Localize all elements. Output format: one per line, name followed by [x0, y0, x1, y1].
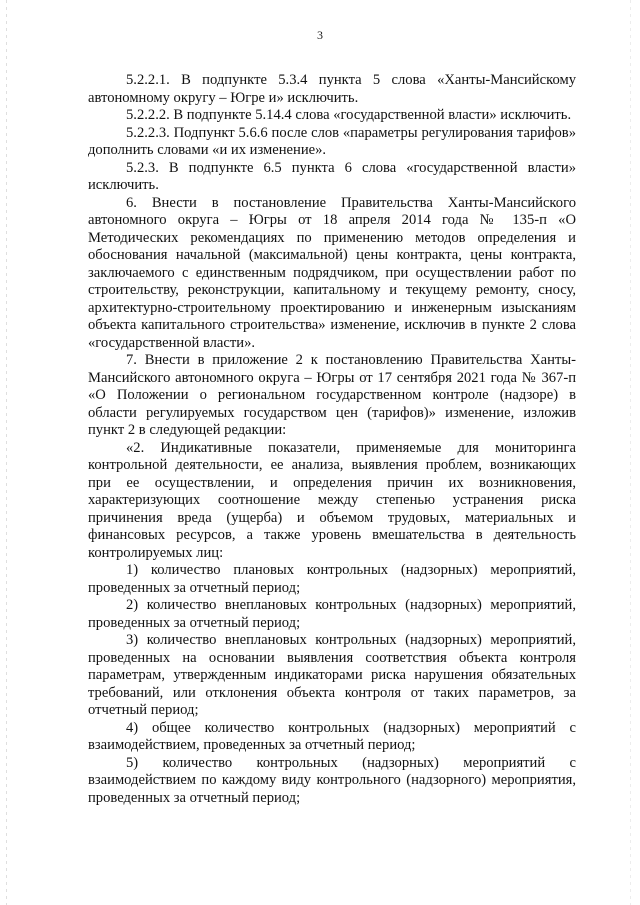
scan-edge-right: [630, 0, 631, 905]
paragraph-5-2-2-3: 5.2.2.3. Подпункт 5.6.6 после слов «параметры регулирования тарифов» дополнить словами «и их изменение».: [88, 124, 576, 158]
list-item-2: 2) количество внеплановых контрольных (надзорных) мероприятий, проведенных за отчетный период;: [88, 597, 576, 631]
paragraph-5-2-2-1: 5.2.2.1. В подпункте 5.3.4 пункта 5 слова «Ханты-Мансийскому автономному округу – Югре и» исключить.: [88, 72, 576, 106]
document-body: [88, 72, 576, 807]
list-item-1: 1) количество плановых контрольных (надзорных) мероприятий, проведенных за отчетный период;: [88, 562, 576, 596]
page-number: 3: [317, 28, 323, 42]
list-item-5: 5) количество контрольных (надзорных) мероприятий с взаимодействием по каждому виду контрольного (надзорного) мероприятия, проведенных за отчетный период;: [88, 754, 576, 806]
paragraph-6: 6. Внести в постановление Правительства Ханты-Мансийского автономного округа – Югры от 18 апреля 2014 года № 135-п «О Методических рекомендациях по применению методов определения и обоснования начальной (максимальной) цены контракта, цены контракта, заключаемого с единственным подрядчиком, при осуществлении работ по строительству, реконструкции, капитальному и текущему ремонту, сносу, архитектурно-строительному проектированию и инженерным изысканиям объекта капитального строительства» изменение, исключив в пункте 2 слова «государственной власти».: [88, 194, 576, 351]
list-item-4: 4) общее количество контрольных (надзорных) мероприятий с взаимодействием, проведенных за отчетный период;: [88, 719, 576, 753]
paragraph-quoted-2: «2. Индикативные показатели, применяемые для мониторинга контрольной деятельности, ее анализа, выявления проблем, возникающих при ее осуществлении, и определения причин их возникновения, характеризующих соотношение между степенью устранения риска причинения вреда (ущерба) и объемом трудовых, материальных и финансовых ресурсов, а также уровень вмешательства в деятельность контролируемых лиц:: [88, 439, 576, 561]
paragraph-7: 7. Внести в приложение 2 к постановлению Правительства Ханты-Мансийского автономного округа – Югры от 17 сентября 2021 года № 367-п «О Положении о региональном государственном контроле (надзоре) в области регулируемых государством цен (тарифов)» изменение, изложив пункт 2 в следующей редакции:: [88, 352, 576, 438]
scan-edge-left: [6, 0, 7, 905]
paragraph-5-2-3: 5.2.3. В подпункте 6.5 пункта 6 слова «государственной власти» исключить.: [88, 159, 576, 193]
list-item-3: 3) количество внеплановых контрольных (надзорных) мероприятий, проведенных на основании выявления соответствия объекта контроля параметрам, утвержденным индикаторами риска нарушения обязательных требований, или отклонения объекта контроля от таких параметров, за отчетный период;: [88, 632, 576, 718]
paragraph-5-2-2-2: 5.2.2.2. В подпункте 5.14.4 слова «государственной власти» исключить.: [126, 107, 572, 123]
